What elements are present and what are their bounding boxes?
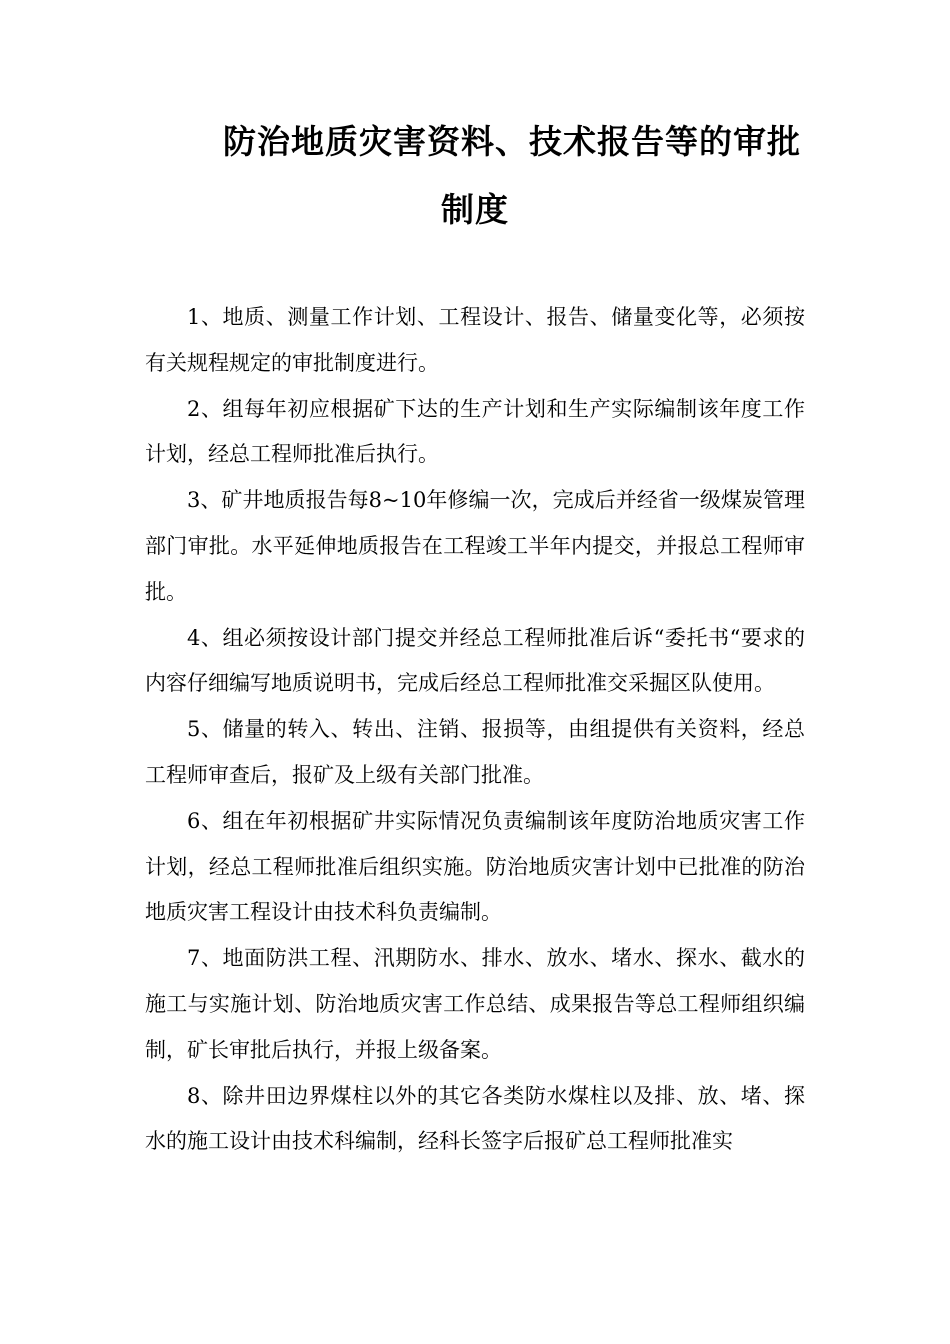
paragraph-3: 3、矿井地质报告每8~10年修编一次，完成后并经省一级煤炭管理部门审批。水平延伸地质报告在工程竣工半年内提交，并报总工程师审批。 <box>145 488 805 604</box>
document-title-line-1: 防治地质灾害资料、技术报告等的审批 <box>223 122 801 161</box>
paragraph-5: 5、储量的转入、转出、注销、报损等，由组提供有关资料，经总工程师审查后，报矿及上级有关部门批准。 <box>145 717 805 787</box>
paragraph-4: 4、组必须按设计部门提交并经总工程师批准后诉“委托书“要求的内容仔细编写地质说明书，完成后经总工程师批准交采掘区队使用。 <box>145 625 805 696</box>
paragraph-1: 1、地质、测量工作计划、工程设计、报告、储量变化等，必须按有关规程规定的审批制度进行。 <box>145 305 805 375</box>
paragraph-2: 2、组每年初应根据矿下达的生产计划和生产实际编制该年度工作计划，经总工程师批准后执行。 <box>145 396 805 467</box>
document-body <box>145 295 805 1165</box>
paragraph-6: 6、组在年初根据矿井实际情况负责编制该年度防治地质灾害工作计划，经总工程师批准后组织实施。防治地质灾害计划中已批准的防治地质灾害工程设计由技术科负责编制。 <box>145 808 805 925</box>
paragraph-7: 7、地面防洪工程、汛期防水、排水、放水、堵水、探水、截水的施工与实施计划、防治地质灾害工作总结、成果报告等总工程师组织编制，矿长审批后执行，并报上级备案。 <box>145 946 805 1062</box>
paragraph-8: 8、除井田边界煤柱以外的其它各类防水煤柱以及排、放、堵、探水的施工设计由技术科编制，经科长签字后报矿总工程师批准实 <box>145 1083 805 1154</box>
document-title-line-2: 制度 <box>441 190 509 229</box>
